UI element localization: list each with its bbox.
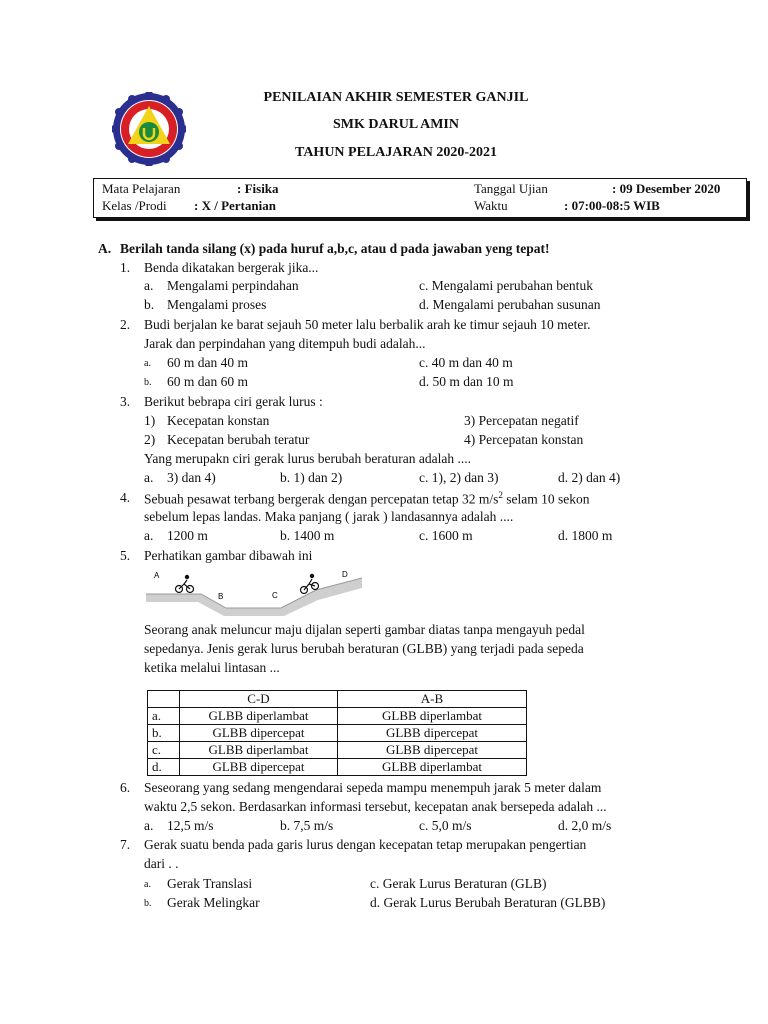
q5-paragraph-line3: ketika melalui lintasan ... (144, 660, 280, 675)
q7-option-b-label: b. (144, 898, 152, 909)
table-cell: GLBB dipercepat (338, 742, 527, 759)
q4-option-a: 1200 m (167, 528, 208, 543)
q3-item1-number: 1) (144, 413, 156, 428)
q6-option-a: 12,5 m/s (167, 818, 214, 833)
q6-option-d: d. 2,0 m/s (558, 818, 612, 833)
q7-option-d: d. Gerak Lurus Berubah Beraturan (GLBB) (370, 895, 606, 910)
exam-info-box (93, 178, 747, 218)
track-figure (146, 566, 362, 618)
academic-year: TAHUN PELAJARAN 2020-2021 (295, 145, 497, 160)
table-cell: GLBB diperlambat (180, 708, 338, 725)
q3-question: Yang merupakn ciri gerak lurus berubah beraturan adalah .... (144, 451, 472, 466)
q1-option-b: Mengalami proses (167, 297, 267, 312)
class-label: Kelas /Prodi (102, 198, 167, 213)
time-label: Waktu (474, 198, 508, 213)
date-label: Tanggal Ujian (474, 181, 548, 196)
q3-item2: Kecepatan berubah teratur (167, 432, 310, 447)
q4-option-c: c. 1600 m (419, 528, 473, 543)
table-cell: GLBB dipercepat (180, 759, 338, 776)
q6-option-a-label: a. (144, 818, 154, 833)
q1-option-a: Mengalami perpindahan (167, 278, 299, 293)
q7-option-c: c. Gerak Lurus Beraturan (GLB) (370, 876, 547, 891)
q7-line1: Gerak suatu benda pada garis lurus dengan kecepatan tetap merupakan pengertian (144, 837, 587, 852)
q5-paragraph-line2: sepedanya. Jenis gerak lurus berubah beraturan (GLBB) yang terjadi pada sepeda (144, 641, 584, 656)
q4-option-b: b. 1400 m (280, 528, 335, 543)
q2-option-c: c. 40 m dan 40 m (419, 355, 513, 370)
q3-option-b: b. 1) dan 2) (280, 470, 343, 485)
bicycle-icon-left (176, 575, 194, 592)
school-name: SMK DARUL AMIN (332, 117, 459, 132)
q2-option-a-label: a. (144, 358, 151, 369)
q3-item2-number: 2) (144, 432, 156, 447)
q6-option-b: b. 7,5 m/s (280, 818, 334, 833)
section-letter: A. (98, 241, 112, 256)
q5-number: 5. (120, 548, 131, 563)
q7-option-a: Gerak Translasi (167, 876, 253, 891)
q4-number: 4. (120, 490, 131, 505)
point-b-label: B (218, 592, 224, 601)
table-cell: GLBB diperlambat (338, 708, 527, 725)
q5-paragraph-line1: Seorang anak meluncur maju dijalan seperti gambar diatas tanpa mengayuh pedal (144, 622, 585, 637)
q2-option-d: d. 50 m dan 10 m (419, 374, 514, 389)
q2-option-b-label: b. (144, 377, 152, 388)
q4-line2: sebelum lepas landas. Maka panjang ( jarak ) landasannya adalah .... (144, 509, 514, 524)
table-cell: d. (148, 759, 180, 776)
q2-line2: Jarak dan perpindahan yang ditempuh budi adalah... (144, 336, 426, 351)
q1-text: Benda dikatakan bergerak jika... (144, 260, 319, 275)
q1-option-c: c. Mengalami perubahan bentuk (419, 278, 593, 293)
q6-number: 6. (120, 780, 131, 795)
table-cell: c. (148, 742, 180, 759)
q6-line2: waktu 2,5 sekon. Berdasarkan informasi tersebut, kecepatan anak bersepeda adalah ... (144, 799, 607, 814)
table-cell: GLBB dipercepat (180, 725, 338, 742)
table-row (148, 708, 527, 725)
subject-label: Mata Pelajaran (102, 181, 181, 196)
point-a-label: A (154, 571, 160, 580)
point-d-label: D (342, 570, 348, 579)
table-cell: b. (148, 725, 180, 742)
q3-number: 3. (120, 394, 131, 409)
subject-value: : Fisika (237, 181, 279, 196)
q5-answer-table (147, 690, 527, 776)
q1-number: 1. (120, 260, 131, 275)
q4-option-d: d. 1800 m (558, 528, 613, 543)
q3-item3: 3) Percepatan negatif (464, 413, 579, 428)
table-header-cell (148, 691, 180, 708)
q6-line1: Seseorang yang sedang mengendarai sepeda mampu menempuh jarak 5 meter dalam (144, 780, 602, 795)
table-cell: GLBB diperlambat (338, 759, 527, 776)
q2-line1: Budi berjalan ke barat sejauh 50 meter lalu berbalik arah ke timur sejauh 10 meter. (144, 317, 591, 332)
q3-option-a-label: a. (144, 470, 154, 485)
q6-option-c: c. 5,0 m/s (419, 818, 472, 833)
table-header-row (148, 691, 527, 708)
q2-option-b: 60 m dan 60 m (167, 374, 248, 389)
time-value: : 07:00-08:5 WIB (564, 198, 660, 213)
table-row (148, 725, 527, 742)
section-instruction: Berilah tanda silang (x) pada huruf a,b,c, atau d pada jawaban yeng tepat! (120, 241, 550, 256)
q7-number: 7. (120, 837, 131, 852)
table-cell: GLBB dipercepat (338, 725, 527, 742)
q3-item1: Kecepatan konstan (167, 413, 270, 428)
q3-option-d: d. 2) dan 4) (558, 470, 621, 485)
q7-line2: dari . . (144, 856, 179, 871)
q2-number: 2. (120, 317, 131, 332)
date-value: : 09 Desember 2020 (612, 181, 721, 196)
q3-option-a: 3) dan 4) (167, 470, 216, 485)
q4-line1: Sebuah pesawat terbang bergerak dengan percepatan tetap 32 $m/s^2$ selam 10 sekon (144, 490, 590, 507)
table-row (148, 759, 527, 776)
q1-option-b-label: b. (144, 297, 155, 312)
q1-option-d: d. Mengalami perubahan susunan (419, 297, 601, 312)
q3-option-c: c. 1), 2) dan 3) (419, 470, 499, 485)
q5-text: Perhatikan gambar dibawah ini (144, 548, 313, 563)
point-c-label: C (272, 591, 278, 600)
table-header-cell: A-B (338, 691, 527, 708)
q3-text: Berikut bebrapa ciri gerak lurus : (144, 394, 323, 409)
q7-option-b: Gerak Melingkar (167, 895, 260, 910)
q2-option-a: 60 m dan 40 m (167, 355, 248, 370)
table-cell: GLBB diperlambat (180, 742, 338, 759)
q3-item4: 4) Percepatan konstan (464, 432, 584, 447)
table-row (148, 742, 527, 759)
table-cell: a. (148, 708, 180, 725)
table-header-cell: C-D (180, 691, 338, 708)
q1-option-a-label: a. (144, 278, 154, 293)
class-value: : X / Pertanian (194, 198, 276, 213)
exam-title: PENILAIAN AKHIR SEMESTER GANJIL (263, 90, 529, 105)
q4-option-a-label: a. (144, 528, 154, 543)
q7-option-a-label: a. (144, 879, 151, 890)
